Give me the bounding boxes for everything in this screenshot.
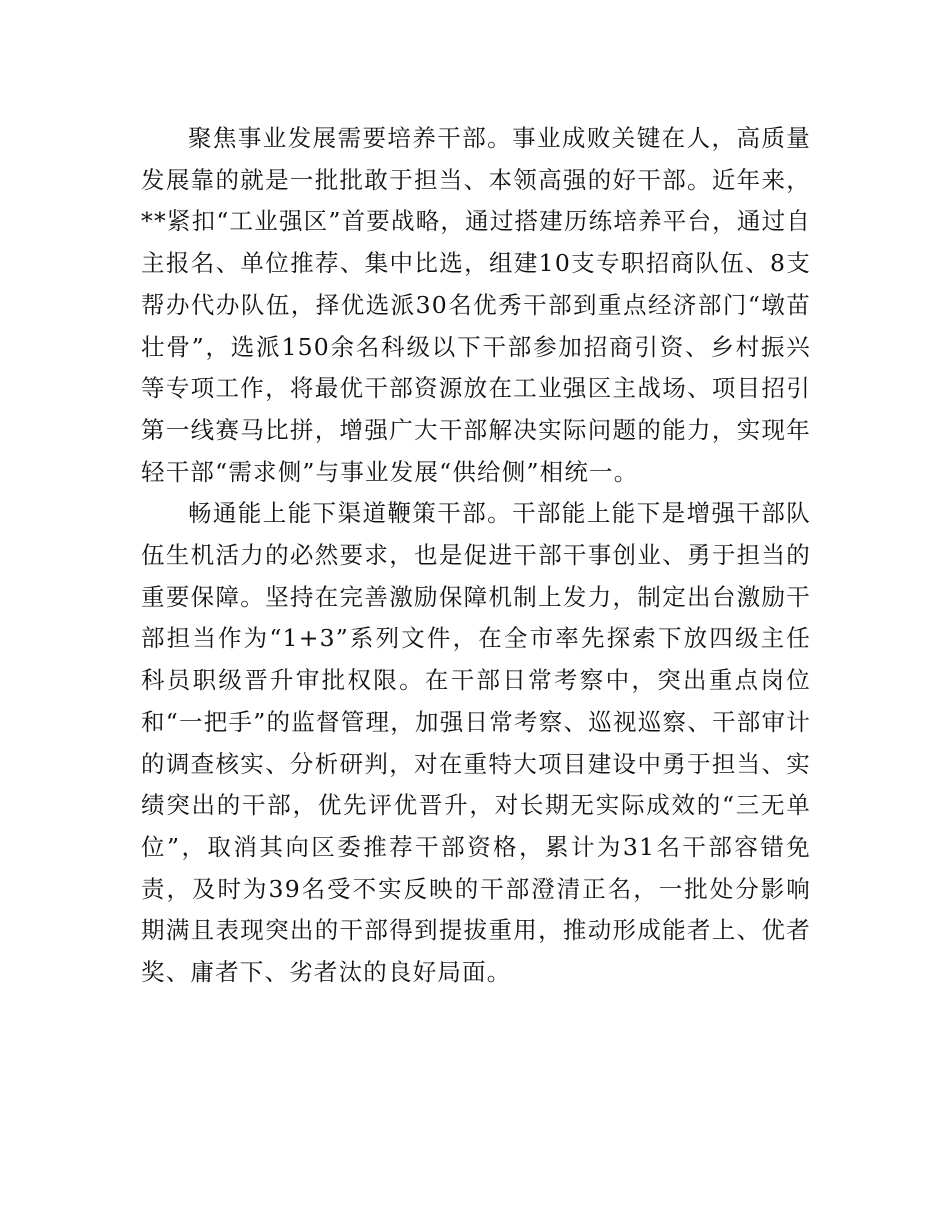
- document-page: [141, 118, 811, 994]
- paragraph-promote-demote-cadres: 畅通能上能下渠道鞭策干部。干部能上能下是增强干部队伍生机活力的必然要求，也是促进干部干事创业、勇于担当的重要保障。坚持在完善激励保障机制上发力，制定出台激励干部担当作为“1+3”系列文件，在全市率先探索下放四级主任科员职级晋升审批权限。在干部日常考察中，突出重点岗位和“一把手”的监督管理，加强日常考察、巡视巡察、干部审计的调查核实、分析研判，对在重特大项目建设中勇于担当、实绩突出的干部，优先评优晋升，对长期无实际成效的“三无单位”，取消其向区委推荐干部资格，累计为31名干部容错免责，及时为39名受不实反映的干部澄清正名，一批处分影响期满且表现突出的干部得到提拔重用，推动形成能者上、优者奖、庸者下、劣者汰的良好局面。: [141, 499, 811, 987]
- paragraph-cultivate-cadres: 聚焦事业发展需要培养干部。事业成败关键在人，高质量发展靠的就是一批批敢于担当、本领高强的好干部。近年来，**紧扣“工业强区”首要战略，通过搭建历练培养平台，通过自主报名、单位推荐、集中比选，组建10支专职招商队伍、8支帮办代办队伍，择优选派30名优秀干部到重点经济部门“墩苗壮骨”，选派150余名科级以下干部参加招商引资、乡村振兴等专项工作，将最优干部资源放在工业强区主战场、项目招引第一线赛马比拼，增强广大干部解决实际问题的能力，实现年轻干部“需求侧”与事业发展“供给侧”相统一。: [141, 124, 811, 486]
